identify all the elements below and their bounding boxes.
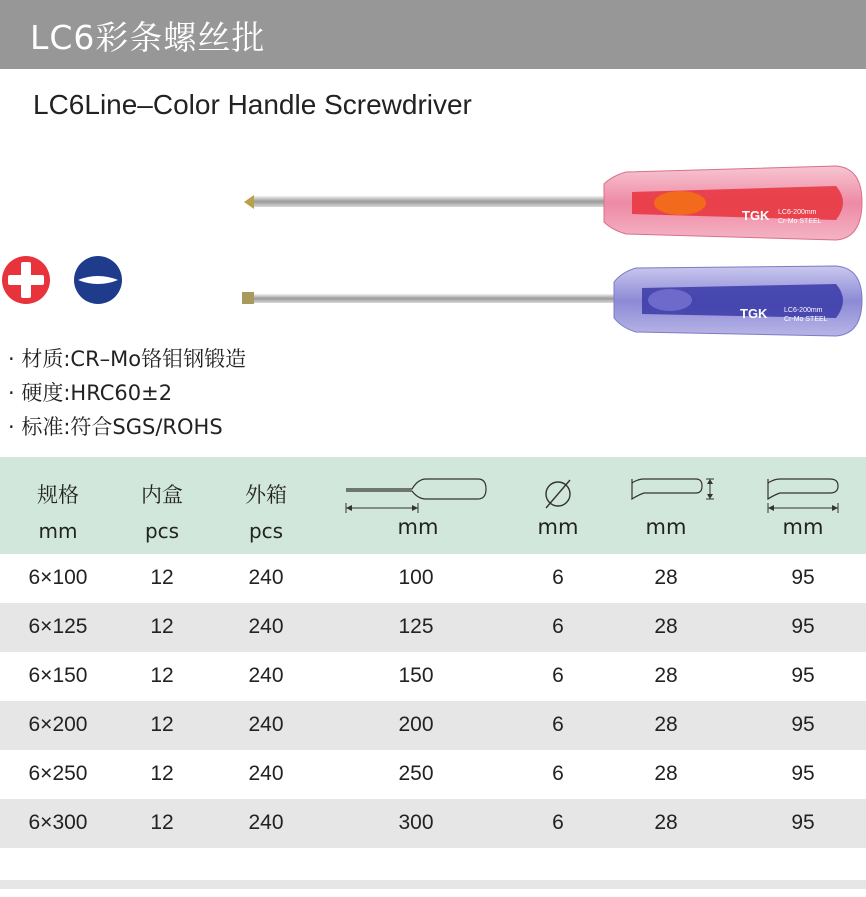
slotted-size-label: LC6-200mm <box>784 307 823 314</box>
cell-handle-dia: 28 <box>654 811 678 834</box>
cell-blade: 300 <box>398 811 434 834</box>
page-title: LC6彩条螺丝批 <box>30 18 266 57</box>
cell-size: 6×200 <box>28 713 88 736</box>
title-bar <box>0 0 866 69</box>
table-header <box>0 457 866 554</box>
cell-size: 6×100 <box>28 566 88 589</box>
cell-diameter: 6 <box>552 762 564 785</box>
table-row <box>0 750 866 799</box>
spec-material: · 材质:CR–Mo铬钼钢锻造 <box>8 347 247 371</box>
table-row <box>0 799 866 848</box>
cell-blade: 200 <box>398 713 434 736</box>
cell-handle-len: 95 <box>791 811 815 834</box>
cell-inner: 12 <box>150 811 174 834</box>
cell-size: 6×125 <box>28 615 88 638</box>
cell-handle-len: 95 <box>791 566 815 589</box>
page-subtitle: LC6Line–Color Handle Screwdriver <box>33 89 472 120</box>
cell-blade: 100 <box>398 566 434 589</box>
table-row-empty <box>0 880 866 889</box>
cell-inner: 12 <box>150 566 174 589</box>
specs-list <box>8 342 246 444</box>
slotted-tip-icon <box>73 255 123 305</box>
table-row-empty <box>0 848 866 897</box>
cell-diameter: 6 <box>552 811 564 834</box>
cell-handle-len: 95 <box>791 664 815 687</box>
phillips-size-label: LC6-200mm <box>778 209 817 216</box>
cell-outer: 240 <box>248 811 284 834</box>
diameter-icon <box>541 477 575 511</box>
table-row <box>0 554 866 603</box>
spec-hardness: · 硬度:HRC60±2 <box>8 381 173 405</box>
cell-handle-dia: 28 <box>654 566 678 589</box>
table-row <box>0 603 866 652</box>
col-header-size: 规格 mm <box>37 483 79 543</box>
col-header-diameter-unit: mm <box>537 515 579 539</box>
cell-handle-len: 95 <box>791 713 815 736</box>
table-row <box>0 701 866 750</box>
cell-diameter: 6 <box>552 615 564 638</box>
col-header-handle-diameter-unit: mm <box>645 515 687 539</box>
spec-standard: · 标准:符合SGS/ROHS <box>8 415 223 439</box>
phillips-screwdriver-image <box>240 162 866 244</box>
cell-outer: 240 <box>248 762 284 785</box>
cell-blade: 125 <box>398 615 434 638</box>
cell-inner: 12 <box>150 762 174 785</box>
col-header-inner-box: 内盒 pcs <box>141 483 183 543</box>
col-header-handle-length-unit: mm <box>782 515 824 539</box>
cell-handle-dia: 28 <box>654 664 678 687</box>
slotted-brand-label: TGK <box>740 306 768 321</box>
cell-size: 6×300 <box>28 811 88 834</box>
cell-handle-dia: 28 <box>654 762 678 785</box>
blade-length-icon <box>342 477 490 517</box>
cell-outer: 240 <box>248 664 284 687</box>
cell-diameter: 6 <box>552 664 564 687</box>
cell-handle-len: 95 <box>791 762 815 785</box>
cell-size: 6×250 <box>28 762 88 785</box>
slotted-screwdriver-image <box>240 262 866 344</box>
col-header-blade-length-unit: mm <box>397 515 439 539</box>
handle-length-icon <box>764 475 844 515</box>
cell-inner: 12 <box>150 713 174 736</box>
cell-blade: 250 <box>398 762 434 785</box>
slotted-steel-label: Cr-Mo STEEL <box>784 316 828 323</box>
cell-inner: 12 <box>150 664 174 687</box>
phillips-steel-label: Cr-Mo STEEL <box>778 218 822 225</box>
cell-outer: 240 <box>248 566 284 589</box>
cell-diameter: 6 <box>552 566 564 589</box>
cell-handle-dia: 28 <box>654 615 678 638</box>
table-row <box>0 652 866 701</box>
cell-diameter: 6 <box>552 713 564 736</box>
cell-handle-len: 95 <box>791 615 815 638</box>
cell-inner: 12 <box>150 615 174 638</box>
phillips-brand-label: TGK <box>742 208 770 223</box>
cell-outer: 240 <box>248 615 284 638</box>
cell-outer: 240 <box>248 713 284 736</box>
phillips-tip-icon <box>1 255 51 305</box>
cell-handle-dia: 28 <box>654 713 678 736</box>
handle-diameter-icon <box>628 475 718 505</box>
col-header-outer-box: 外箱 pcs <box>245 483 287 543</box>
cell-size: 6×150 <box>28 664 88 687</box>
cell-blade: 150 <box>398 664 434 687</box>
